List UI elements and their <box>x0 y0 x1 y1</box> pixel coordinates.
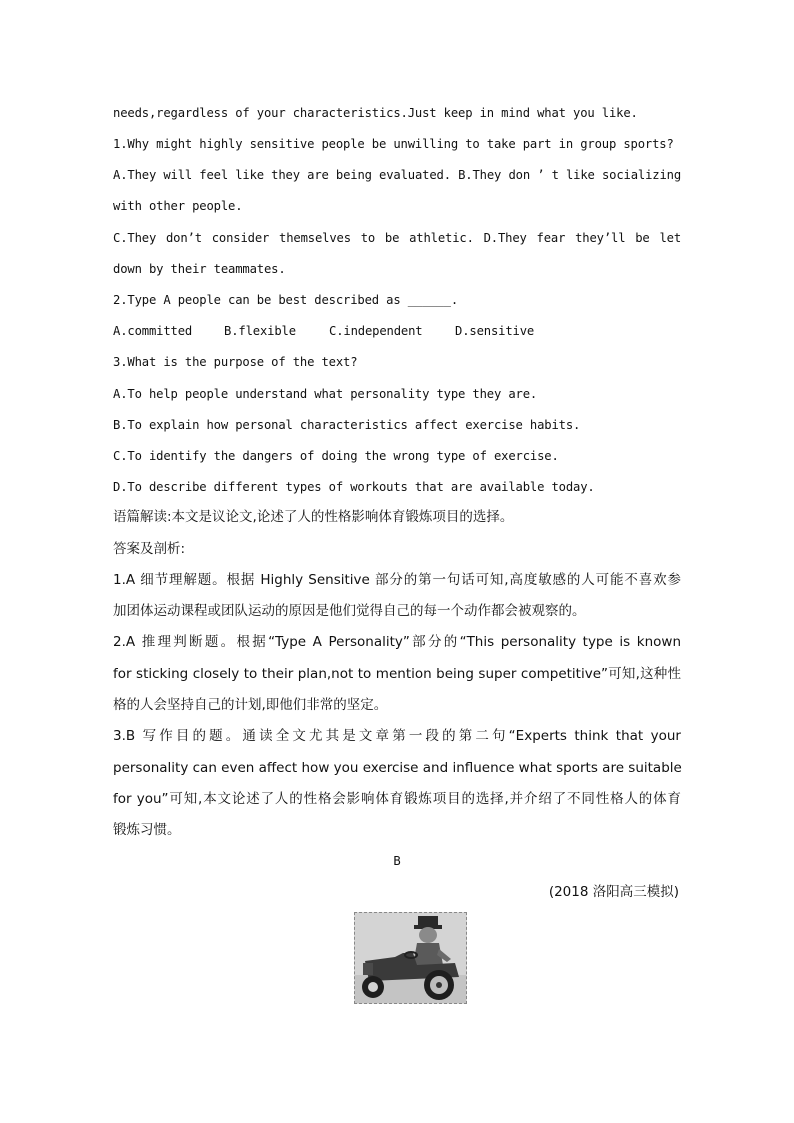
q2-option-d: D.sensitive <box>455 324 535 338</box>
q3-option-a: A.To help people understand what personality type they are. <box>113 387 538 401</box>
q1-options-ab: A.They will feel like they are being evaluated. B.They don ’ t like socializing <box>113 168 681 182</box>
passage-tail: needs,regardless of your characteristics.Just keep in mind what you like. <box>113 106 638 120</box>
answer-1-line-2: 加团体运动课程或团队运动的原因是他们觉得自己的每一个动作都会被观察的。 <box>113 603 586 619</box>
answer-3-line-2: personality can even affect how you exercise and influence what sports are suitable <box>113 760 682 776</box>
q3-option-c: C.To identify the dangers of doing the wrong type of exercise. <box>113 449 559 463</box>
q3-stem: 3.What is the purpose of the text? <box>113 355 358 369</box>
q2-option-b: B.flexible <box>224 324 296 338</box>
q1-options-cd: C.They don’t consider themselves to be athletic. D.They fear they’ll be let <box>113 231 681 245</box>
passage-summary: 语篇解读:本文是议论文,论述了人的性格影响体育锻炼项目的选择。 <box>113 509 514 525</box>
answers-heading: 答案及剖析: <box>113 541 186 557</box>
q1-options-ab-cont: with other people. <box>113 199 243 213</box>
section-label: B <box>393 854 401 868</box>
answer-1-line-1: 1.A 细节理解题。根据 Highly Sensitive 部分的第一句话可知,高度敏感的人可能不喜欢参 <box>113 572 681 588</box>
answer-3-line-1: 3.B 写作目的题。通读全文尤其是文章第一段的第二句“Experts think that your <box>113 728 681 744</box>
q3-option-d: D.To describe different types of workouts that are available today. <box>113 480 595 494</box>
answer-3-line-3: for you”可知,本文论述了人的性格会影响体育锻炼项目的选择,并介绍了不同性格人的体育 <box>113 791 681 807</box>
q2-option-a: A.committed <box>113 324 193 338</box>
toy-car-drawing <box>355 913 466 1003</box>
q1-options-cd-cont: down by their teammates. <box>113 262 286 276</box>
q3-option-b: B.To explain how personal characteristics affect exercise habits. <box>113 418 581 432</box>
source-note: (2018 洛阳高三模拟) <box>548 884 679 900</box>
q2-stem: 2.Type A people can be best described as ______. <box>113 293 458 307</box>
answer-3-line-4: 锻炼习惯。 <box>113 822 181 838</box>
answer-2-line-1: 2.A 推理判断题。根据“Type A Personality”部分的“This personality type is known <box>113 634 681 650</box>
q2-options <box>113 323 681 339</box>
man-driving-toy-car-illustration <box>354 912 467 1004</box>
q2-option-c: C.independent <box>329 324 423 338</box>
answer-2-line-3: 格的人会坚持自己的计划,即他们非常的坚定。 <box>113 697 388 713</box>
answer-2-line-2: for sticking closely to their plan,not to mention being super competitive”可知,这种性 <box>113 666 681 682</box>
q1-stem: 1.Why might highly sensitive people be unwilling to take part in group sports? <box>113 137 674 151</box>
